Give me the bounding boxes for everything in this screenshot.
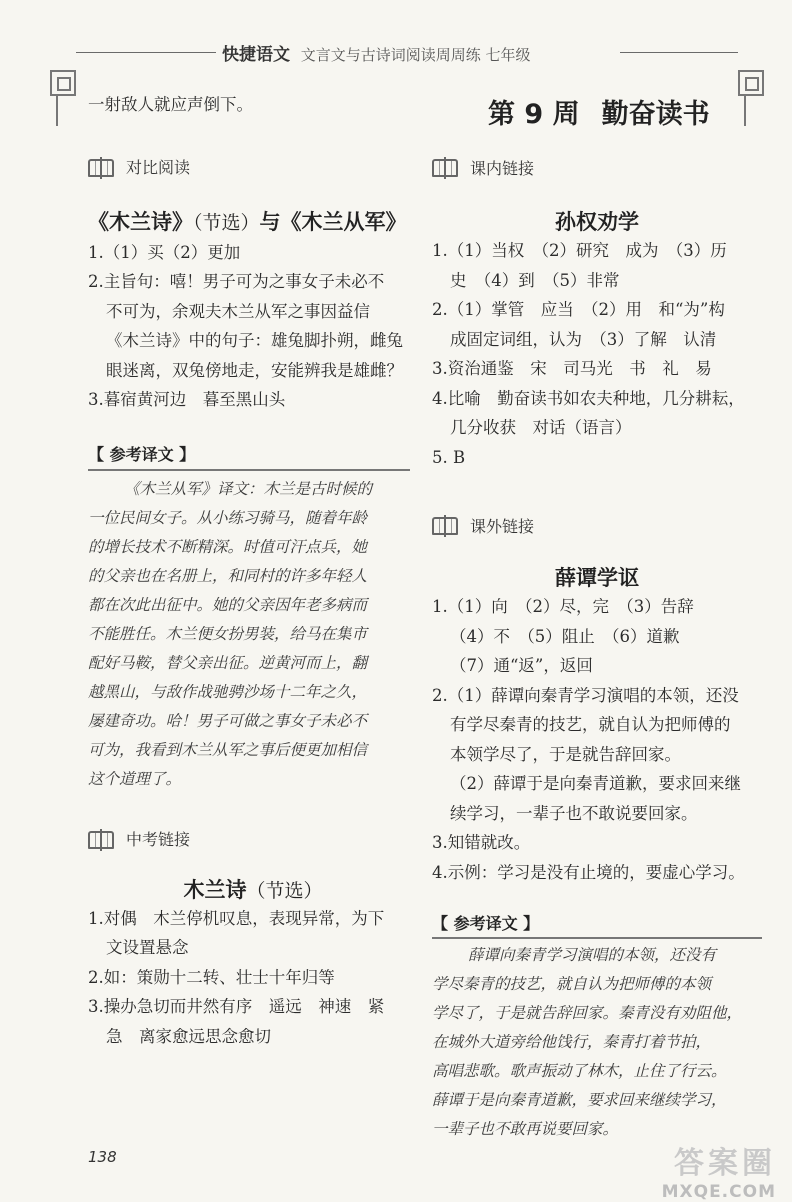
exam-title-main: 木兰诗 — [183, 877, 247, 902]
translation-line: 一位民间女子。从小练习骑马，随着年龄 — [88, 508, 368, 527]
compare-title-main: 《木兰诗》 — [88, 209, 193, 234]
corner-ornament-right — [738, 70, 764, 96]
book-subtitle: 文言文与古诗词阅读周周练 七年级 — [300, 46, 531, 64]
translation-line: 都在次此出征中。她的父亲因年老多病而 — [88, 595, 368, 614]
answer-line: 3.资治通鉴 宋 司马光 书 礼 易 — [432, 359, 712, 378]
answer-line: 史 （4）到 （5）非常 — [450, 270, 620, 290]
left-column — [88, 90, 418, 1051]
answer-line: （4）不 （5）阻止 （6）道歉 — [450, 626, 680, 646]
section-extracurricular-link — [432, 508, 772, 542]
answer-line: 2.（1）薛谭向秦青学习演唱的本领，还没 — [432, 685, 739, 705]
answer-line: 4.比喻 勤奋读书如农夫种地，几分耕耘， — [432, 388, 745, 408]
book-icon — [432, 155, 460, 179]
ref-translation-rule — [88, 469, 410, 471]
translation-line: 学尽秦青的技艺，就自认为把师傅的本领 — [432, 975, 712, 993]
translation-line: 学尽了，于是就告辞回家。秦青没有劝阻他， — [432, 1004, 743, 1022]
section-exam-link — [88, 822, 418, 856]
translation-line: 这个道理了。 — [88, 769, 182, 788]
translation-line: 屡建奇功。哈！男子可做之事女子未必不 — [88, 711, 368, 730]
answer-line: 1.（1）向 （2）尽，完 （3）告辞 — [432, 597, 694, 616]
open-book-icon — [88, 155, 116, 179]
reference-translation-right — [432, 909, 762, 1144]
translation-line: 在城外大道旁给他饯行，秦青打着节拍， — [432, 1033, 712, 1051]
watermark — [662, 1138, 776, 1202]
answer-line: 3.操办急切而井然有序 遥远 神速 紧 — [88, 997, 385, 1016]
answer-line: 成固定词组，认为 （3）了解 认清 — [450, 329, 717, 349]
ref-translation-heading: 【 参考译文 】 — [432, 913, 540, 933]
week-title — [488, 92, 710, 131]
week-theme: 勤奋读书 — [601, 99, 710, 130]
header-title — [222, 40, 531, 65]
answer-line: 1.（1）当权 （2）研究 成为 （3）历 — [432, 241, 727, 260]
translation-line: 《木兰从军》译文：木兰是古时候的 — [124, 479, 373, 498]
lead-line: 一射敌人就应声倒下。 — [88, 95, 253, 114]
answer-line: 2.如：策勋十二转、壮士十年归等 — [88, 967, 335, 987]
out-answer-list — [432, 592, 772, 887]
answer-line: 续学习，一辈子也不敢说要回家。 — [450, 803, 698, 823]
section-compare-reading — [88, 150, 418, 184]
side-rule-right — [744, 96, 746, 126]
answer-line: 3.暮宿黄河边 暮至黑山头 — [88, 390, 286, 409]
book-icon — [432, 513, 460, 537]
in-article-title: 孙权劝学 — [555, 210, 639, 234]
translation-line: 越黑山，与敌作战驰骋沙场十二年之久， — [88, 682, 368, 701]
answer-line: 《木兰诗》中的句子：雄兔脚扑朔，雌兔 — [106, 331, 403, 350]
compare-article-title — [88, 206, 418, 236]
translation-line: 不能胜任。木兰便女扮男装，给马在集市 — [88, 624, 368, 643]
compare-title-paren: （节选） — [193, 211, 260, 234]
header-rule-right — [620, 52, 738, 53]
answer-line: 5. B — [432, 447, 466, 467]
ref-translation-rule — [432, 937, 762, 939]
brand-name: 快捷语文 — [222, 45, 290, 65]
answer-line: 1.（1）买（2）更加 — [88, 242, 241, 262]
compare-answer-list — [88, 238, 418, 415]
translation-line: 高唱悲歌。歌声振动了林木，止住了行云。 — [432, 1062, 727, 1080]
answer-line: 2.主旨句：嘻！男子可为之事女子未必不 — [88, 272, 385, 291]
watermark-logo-text: 答案圈 — [674, 1146, 776, 1181]
answer-line: 急 离家愈远思念愈切 — [106, 1026, 271, 1046]
ref-translation-heading: 【 参考译文 】 — [88, 445, 196, 464]
exam-answer-list — [88, 904, 418, 1052]
section-in-class-link — [432, 150, 772, 184]
answer-line: 2.（1）掌管 应当 （2）用 和“为”构 — [432, 300, 725, 319]
out-article-title: 薛谭学讴 — [555, 566, 639, 590]
answer-line: 本领学尽了，于是就告辞回家。 — [450, 744, 681, 764]
side-rule-left — [56, 96, 58, 126]
answer-line: 3.知错就改。 — [432, 833, 531, 852]
page-header — [0, 0, 792, 66]
answer-line: 文设置悬念 — [106, 938, 189, 957]
translation-line: 的增长技术不断精深。时值可汗点兵，她 — [88, 537, 368, 556]
exam-title-paren: （节选） — [246, 879, 323, 902]
translation-line: 薛谭于是向秦青道歉，要求回来继续学习， — [432, 1091, 727, 1109]
compare-title-rest: 与《木兰从军》 — [259, 209, 407, 234]
answer-line: （2）薛谭于是向秦青道歉，要求回来继 — [450, 774, 741, 793]
answer-line: 有学尽秦青的技艺，就自认为把师傅的 — [450, 715, 731, 734]
answer-line: 1.对偶 木兰停机叹息，表现异常，为下 — [88, 908, 385, 928]
translation-line: 的父亲也在名册上，和同村的许多年轻人 — [88, 566, 368, 585]
exam-article-title — [88, 874, 418, 904]
watermark-url: MXQE.COM — [661, 1182, 776, 1202]
week-number: 第 9 周 — [488, 99, 580, 130]
right-column — [432, 150, 772, 1144]
translation-line: 配好马鞍，替父亲出征。逆黄河而上，翻 — [88, 653, 368, 672]
answer-line: 4.示例：学习是没有止境的，要虚心学习。 — [432, 862, 745, 882]
answer-line: 不可为，余观夫木兰从军之事因益信 — [106, 301, 370, 321]
section-in-label: 课内链接 — [470, 158, 535, 178]
header-rule-left — [76, 52, 216, 53]
answer-line: 眼迷离，双兔傍地走，安能辨我是雄雌？ — [106, 360, 403, 380]
answer-line: 几分收获 对话（语言） — [450, 418, 632, 437]
answer-line: （7）通“返”，返回 — [450, 656, 593, 675]
translation-line: 可为，我看到木兰从军之事后便更加相信 — [88, 740, 368, 759]
corner-ornament-left — [50, 70, 76, 96]
section-compare-label: 对比阅读 — [126, 158, 191, 177]
book-icon — [88, 827, 116, 851]
page-number: 138 — [88, 1148, 117, 1166]
section-exam-label: 中考链接 — [126, 830, 191, 849]
translation-line: 薛谭向秦青学习演唱的本领，还没有 — [468, 946, 717, 964]
translation-line: 一辈子也不敢再说要回家。 — [432, 1120, 619, 1138]
section-out-label: 课外链接 — [470, 516, 535, 536]
reference-translation-left — [88, 441, 410, 794]
in-answer-list — [432, 236, 772, 472]
